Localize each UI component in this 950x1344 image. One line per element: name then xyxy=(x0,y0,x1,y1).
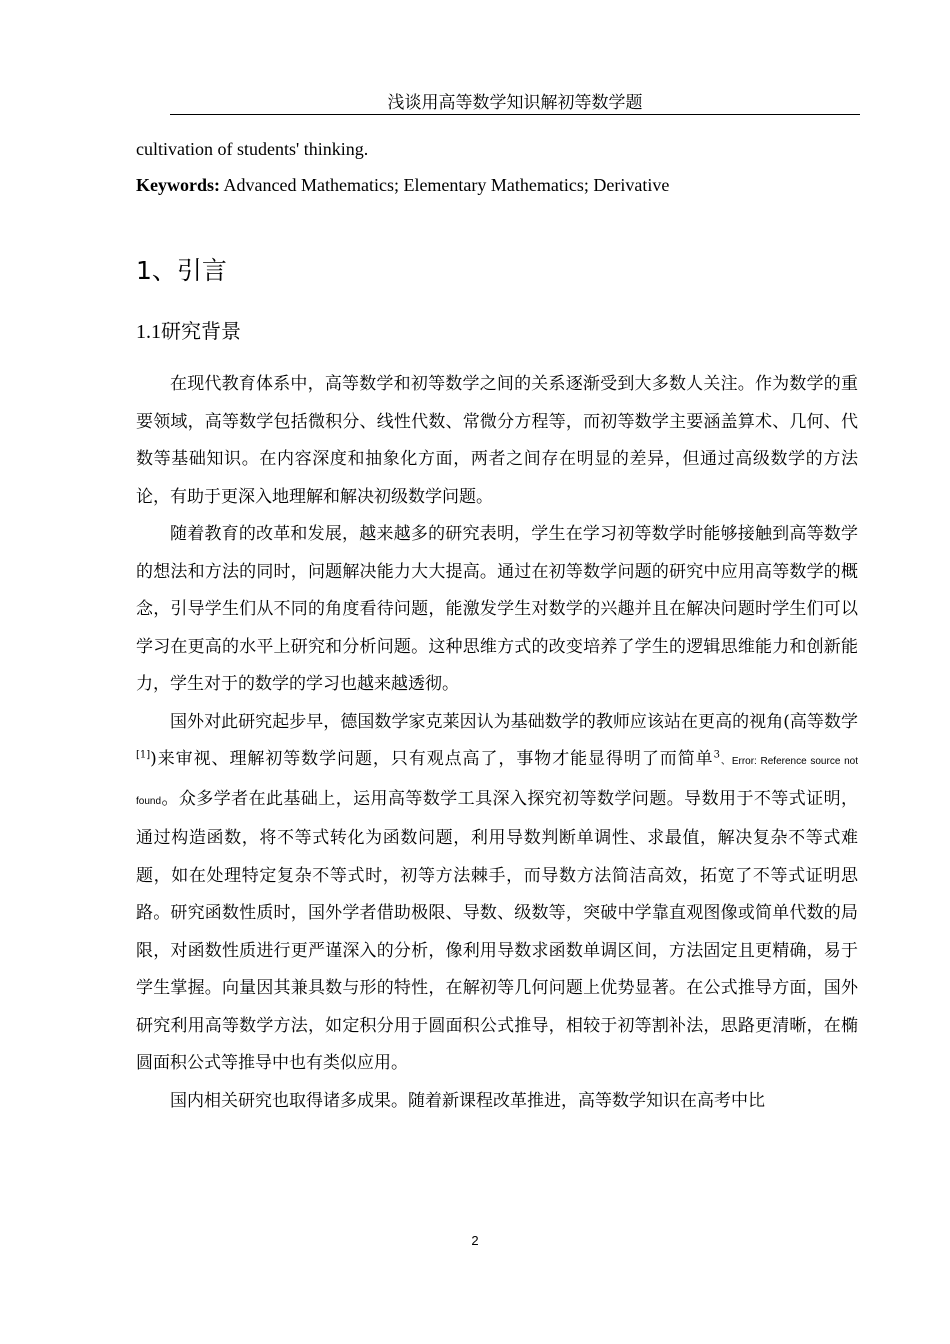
running-header: 浅谈用高等数学知识解初等数学题 xyxy=(170,92,860,115)
keywords-label: Keywords: xyxy=(136,175,220,195)
subsection-number: 1.1 xyxy=(136,321,161,343)
reference-error: 、Error: Reference source not found xyxy=(136,756,858,807)
paragraph-3-part-a: 国外对此研究起步早，德国数学家克莱因认为基础数学的教师应该站在更高的视角(高等数学 xyxy=(170,711,858,732)
paragraph-4: 国内相关研究也取得诸多成果。随着新课程改革推进，高等数学知识在高考中比 xyxy=(170,1090,765,1111)
paragraph-3-part-b: )来审视、理解初等数学问题，只有观点高了，事物才能显得明了而简单 xyxy=(150,749,714,769)
paragraph-1: 在现代教育体系中，高等数学和初等数学之间的关系逐渐受到大多数人关注。作为数学的重要领域，高等数学包括微积分、线性代数、常微分方程等，而初等数学主要涵盖算术、几何、代数等基础知识。在内容深度和抽象化方面，两者之间存在明显的差异，但通过高级数学的方法论，有助于更深入地理解和解决初级数学问题。 xyxy=(136,374,858,507)
body-area xyxy=(136,137,858,1120)
footnote-marker[interactable]: 3 xyxy=(713,749,720,761)
citation-link[interactable]: [1] xyxy=(136,749,151,761)
keywords-text: Advanced Mathematics; Elementary Mathematics; Derivative xyxy=(220,175,670,195)
section-heading: 1、引言 xyxy=(136,256,227,285)
keywords-line xyxy=(136,173,858,197)
paragraph-3 xyxy=(136,704,858,1083)
paragraph-3-part-c: 。众多学者在此基础上，运用高等数学工具深入探究初等数学问题。导数用于不等式证明，通过构造函数，将不等式转化为函数问题，利用导数判断单调性、求最值，解决复杂不等式难题，如在处理特定复杂不等式时，初等方法棘手，而导数方法简洁高效，拓宽了不等式证明思路。研究函数性质时，国外学者借助极限、导数、级数等，突破中学靠直观图像或简单代数的局限，对函数性质进行更严谨深入的分析，像利用导数求函数单调区间，方法固定且更精确，易于学生掌握。向量因其兼具数与形的特性，在解初等几何问题上优势显著。在公式推导方面，国外研究利用高等数学方法，如定积分用于圆面积公式推导，相较于初等割补法，思路更清晰，在椭圆面积公式等推导中也有类似应用。 xyxy=(136,788,858,1073)
abstract-tail: cultivation of students' thinking. xyxy=(136,139,369,159)
page-number: 2 xyxy=(471,1233,479,1248)
subsection-title: 研究背景 xyxy=(161,319,241,343)
paragraph-2: 随着教育的改革和发展，越来越多的研究表明，学生在学习初等数学时能够接触到高等数学的想法和方法的同时，问题解决能力大大提高。通过在初等数学问题的研究中应用高等数学的概念，引导学生们从不同的角度看待问题，能激发学生对数学的兴趣并且在解决问题时学生们可以学习在更高的水平上研究和分析问题。这种思维方式的改变培养了学生的逻辑思维能力和创新能力，学生对于的数学的学习也越来越透彻。 xyxy=(136,524,858,694)
subsection-heading xyxy=(136,317,858,346)
